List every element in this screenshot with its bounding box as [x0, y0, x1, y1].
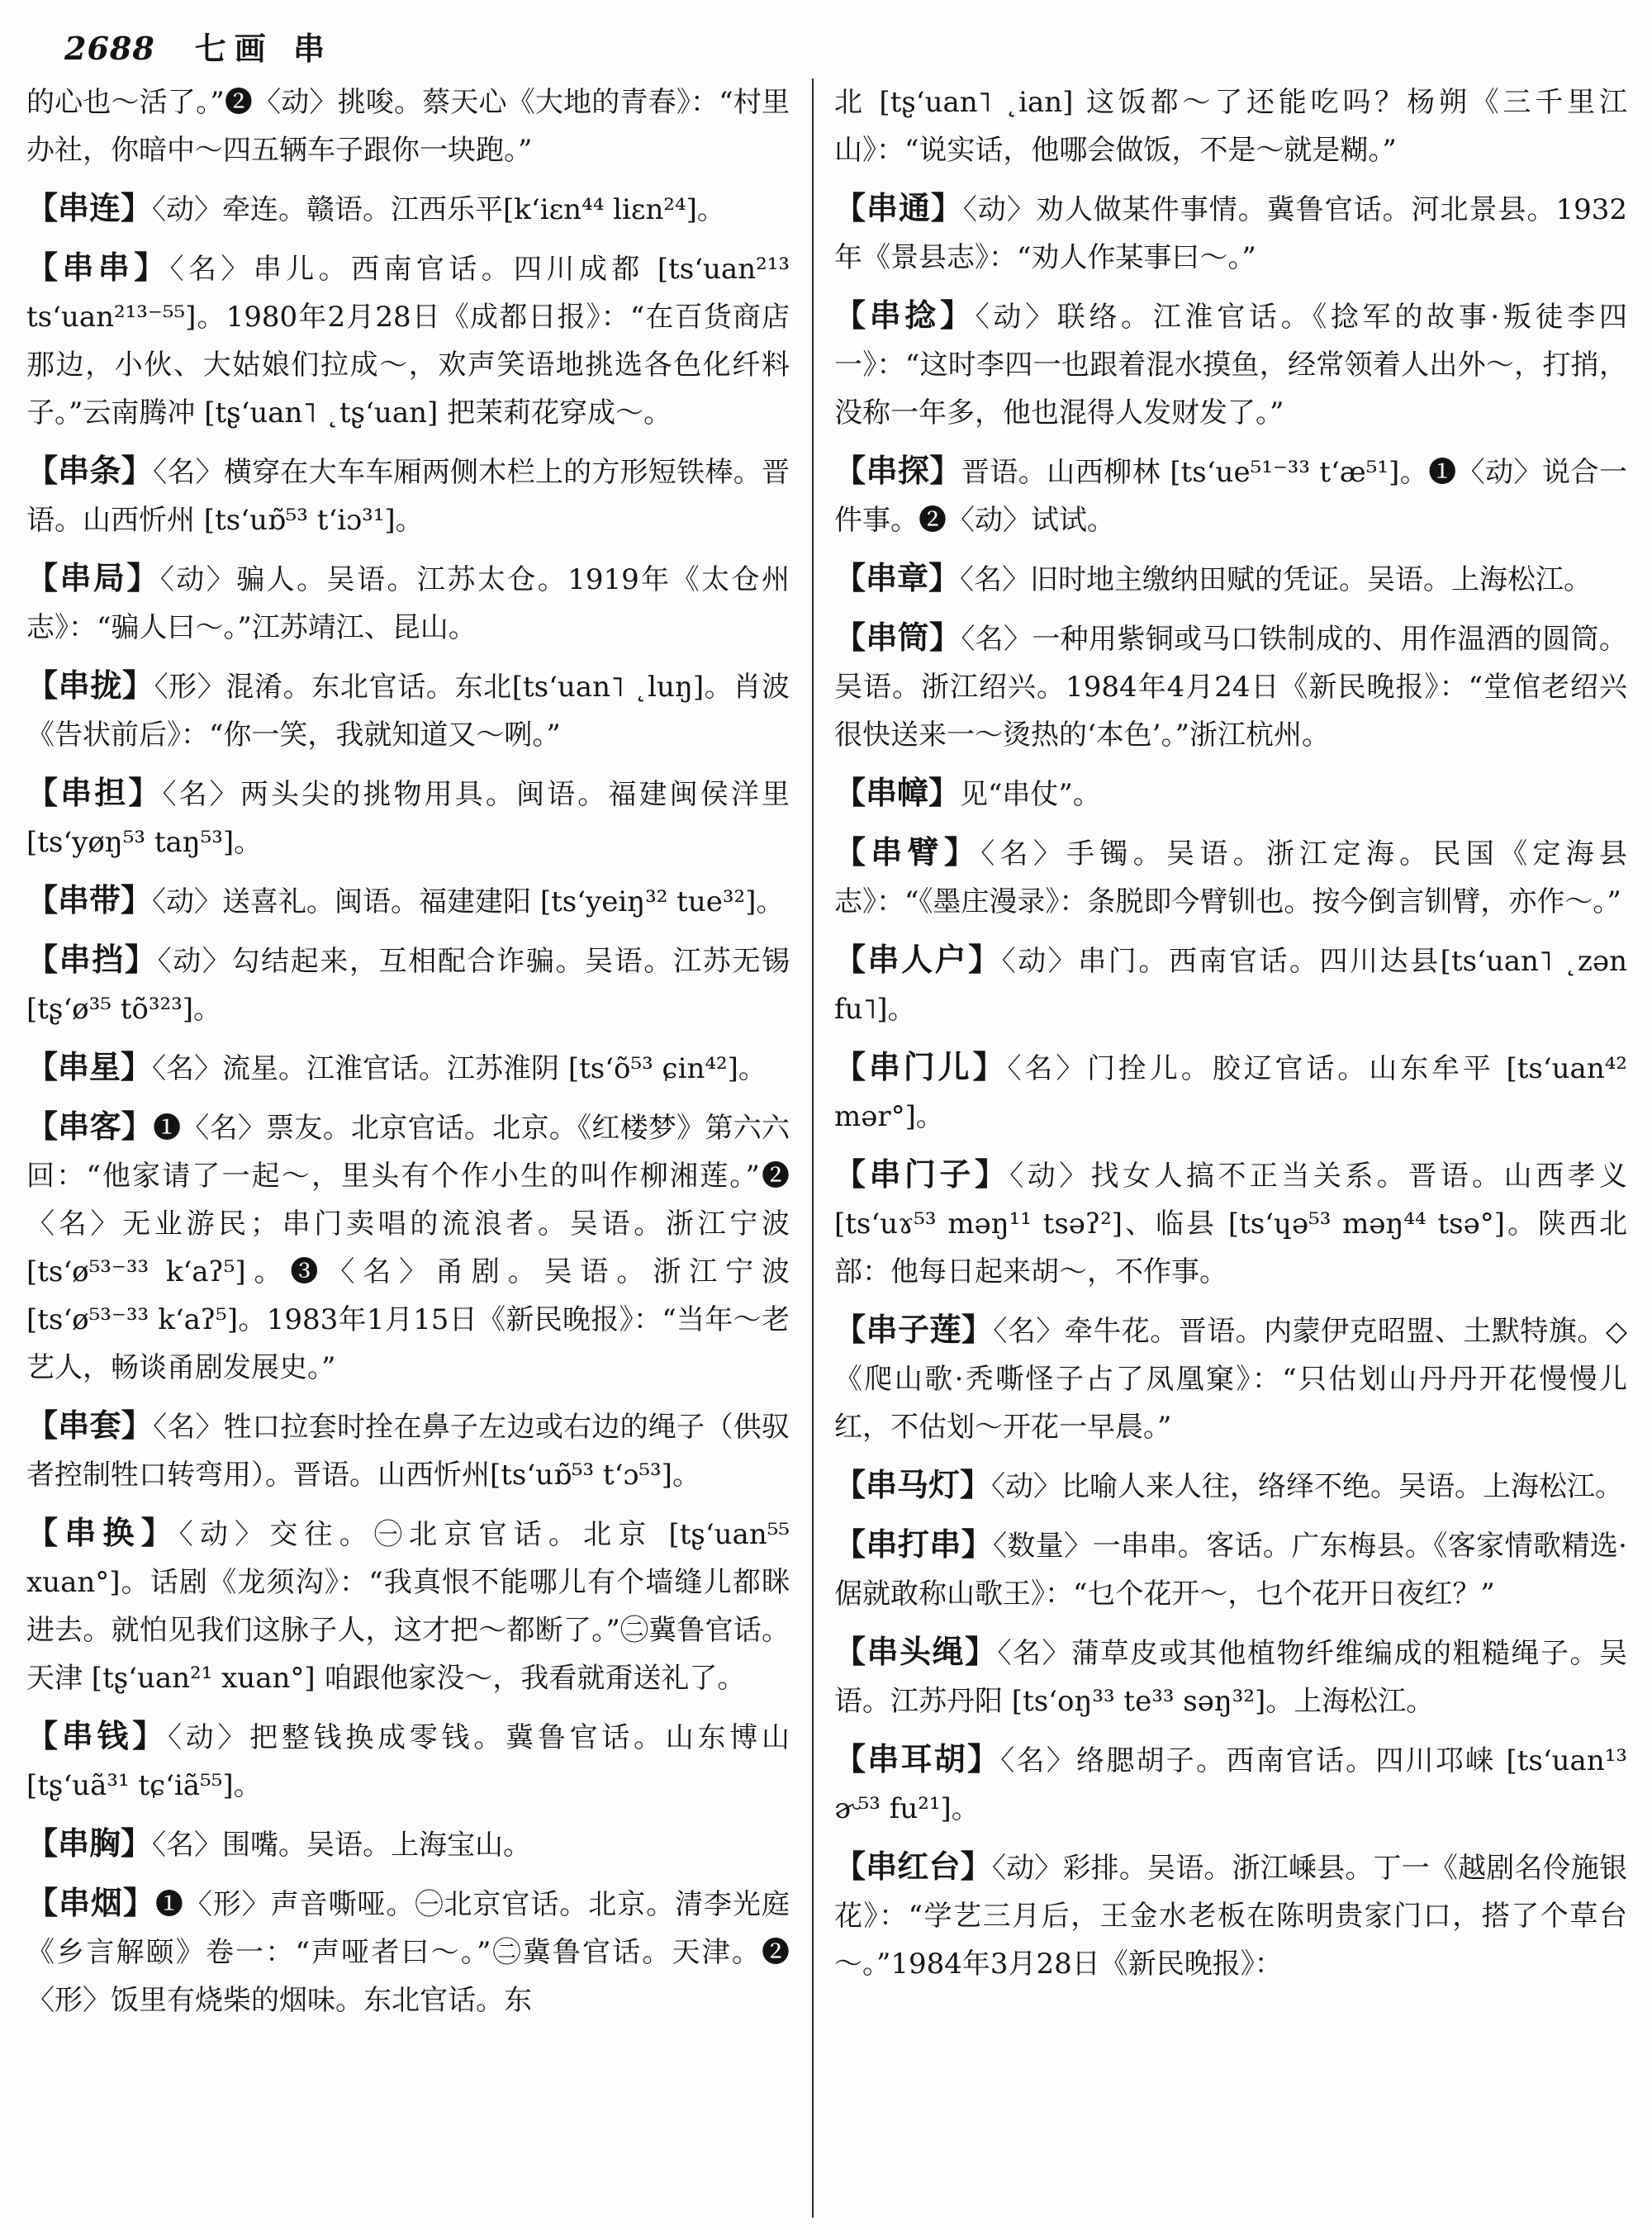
entry-headword: 【串子莲】: [834, 1311, 994, 1348]
entry-headword: 【串担】: [26, 774, 163, 811]
entry-headword: 【串臂】: [834, 833, 981, 871]
entry-text: 〈名〉蒲草皮或其他植物纤维编成的粗糙绳子。吴语。江苏丹阳 [ts‘oŋ³³ te³³ səŋ³²]。上海松江。: [834, 1637, 1627, 1718]
entry-text: 〈动〉把整钱换成零钱。冀鲁官话。山东博山 [tʂ‘uã³¹ tɕ‘iã⁵⁵]。: [26, 1721, 790, 1802]
dictionary-entry: [834, 1306, 1627, 1451]
dictionary-entry: [834, 936, 1627, 1033]
dictionary-entry: [834, 184, 1627, 282]
entry-headword: 【串烟】: [26, 1884, 155, 1921]
entry-text: 〈动〉牵连。赣语。江西乐平[k‘iɛn⁴⁴ liɛn²⁴]。: [152, 193, 725, 226]
dictionary-entry: [834, 1461, 1627, 1511]
entry-text: 北 [tʂ‘uan˥ ˛ian] 这饭都～了还能吃吗？杨朔《三千里江山》：“说实话，他哪会做饭，不是～就是糊。”: [834, 86, 1627, 167]
dictionary-entry: [26, 936, 790, 1033]
right-column: [834, 78, 1627, 2218]
entry-headword: 【串星】: [26, 1048, 153, 1085]
dictionary-entry: [26, 78, 790, 174]
entry-headword: 【串通】: [834, 189, 963, 226]
entry-text: 〈动〉找女人搞不正当关系。晋语。山西孝义 [ts‘uɤ⁵³ məŋ¹¹ tsəʔ²]、临县 [ts‘ɥə⁵³ məŋ⁴⁴ tsə°]。陕西北部：他每日起来胡～，不作事。: [834, 1160, 1627, 1288]
entry-text: 〈名〉一种用紫铜或马口铁制成的、用作温酒的圆筒。吴语。浙江绍兴。1984年4月24日《新民晚报》：“堂倌老绍兴很快送来一～烫热的‘本色’。”浙江杭州。: [834, 623, 1627, 752]
dictionary-entry: [26, 447, 790, 544]
dictionary-entry: [834, 1521, 1627, 1618]
dictionary-entry: [26, 662, 790, 759]
dictionary-entry: [834, 614, 1627, 759]
entry-text: 〈动〉联络。江淮官话。《捻军的故事·叛徒李四一》：“这时李四一也跟着混水摸鱼，经常领着人出外～，打捎，没称一年多，他也混得人发财发了。”: [834, 301, 1627, 429]
entry-text: 〈动〉比喻人来人往，络绎不绝。吴语。上海松江。: [991, 1470, 1624, 1503]
dictionary-entry: [834, 1628, 1627, 1725]
entry-headword: 【串捻】: [834, 297, 976, 334]
dictionary-entry: [834, 769, 1627, 818]
column-divider: [812, 78, 814, 2218]
entry-text: 〈形〉混淆。东北官话。东北[ts‘uan˥ ˛luŋ]。肖波《告状前后》：“你一笑，我就知道又～咧。”: [26, 671, 790, 752]
entry-text: 〈动〉交往。㊀北京官话。北京 [tʂ‘uan⁵⁵ xuan°]。话剧《龙须沟》：“我真恨不能哪儿有个墙缝儿都眯进去。就怕见我们这脉子人，这才把～都断了。”㊁冀鲁官话。天津 [tʂ‘uan²¹ xuan°] 咱跟他家没～，我看就甭送礼了。: [26, 1518, 790, 1695]
dictionary-entry: [26, 244, 790, 437]
dictionary-entry: [26, 184, 790, 234]
entry-text: 〈动〉骗人。吴语。江苏太仓。1919年《太仓州志》：“骗人曰～。”江苏靖江、昆山。: [26, 563, 790, 644]
entry-headword: 【串钱】: [26, 1717, 168, 1754]
entry-text: 〈数量〉一串串。客话。广东梅县。《客家情歌精选·倨就敢称山歌王》：“乜个花开～，乜个花开日夜红？”: [834, 1530, 1627, 1611]
section-title: 七画 串: [194, 30, 333, 67]
dictionary-entry: [26, 1820, 790, 1869]
dictionary-entry: [26, 1103, 790, 1392]
dictionary-entry: [834, 1151, 1627, 1296]
dictionary-entry: [834, 1843, 1627, 1988]
entry-text: 〈名〉手镯。吴语。浙江定海。民国《定海县志》：“《墨庄漫录》：条脱即今臂钏也。按今倒言钏臂，亦作～。”: [834, 837, 1627, 918]
entry-text: 〈名〉横穿在大车车厢两侧木栏上的方形短铁棒。晋语。山西忻州 [ts‘uɒ̃⁵³ t‘iɔ³¹]。: [26, 456, 790, 537]
entry-headword: 【串打串】: [834, 1525, 993, 1563]
entry-headword: 【串马灯】: [834, 1466, 992, 1503]
entry-text: 晋语。山西柳林 [ts‘ue⁵¹⁻³³ t‘æ⁵¹]。❶〈动〉说合一件事。❷〈动〉试试。: [834, 456, 1627, 537]
entry-text: 〈名〉串儿。西南官话。四川成都 [ts‘uan²¹³ ts‘uan²¹³⁻⁵⁵]。1980年2月28日《成都日报》：“在百货商店那边，小伙、大姑娘们拉成～，欢声笑语地挑选各色化纤料子。”云南腾冲 [tʂ‘uan˥ ˛tʂ‘uan] 把茉莉花穿成～。: [26, 253, 790, 429]
dictionary-entry: [26, 1043, 790, 1093]
dictionary-entry: [834, 447, 1627, 544]
dictionary-entry: [834, 828, 1627, 926]
entry-text: 见“串仗”。: [960, 778, 1101, 811]
dictionary-entry: [834, 78, 1627, 174]
entry-headword: 【串带】: [26, 881, 153, 918]
entry-headword: 【串门子】: [834, 1155, 1010, 1193]
entry-text: 〈动〉勾结起来，互相配合诈骗。吴语。江苏无锡 [tʂ‘ø³⁵ tõ³²³]。: [26, 945, 790, 1026]
left-column: [26, 78, 790, 2218]
entry-text: 〈动〉送喜礼。闽语。福建建阳 [ts‘yeiŋ³² tue³²]。: [152, 885, 785, 918]
entry-text: 〈名〉牲口拉套时拴在鼻子左边或右边的绳子（供驭者控制牲口转弯用）。晋语。山西忻州[ts‘uɒ̃⁵³ t‘ɔ⁵³]。: [26, 1411, 790, 1492]
entry-headword: 【串挡】: [26, 941, 158, 978]
entry-headword: 【串章】: [834, 559, 961, 596]
entry-headword: 【串换】: [26, 1514, 179, 1551]
entry-headword: 【串胸】: [26, 1824, 153, 1862]
page-number: 2688: [64, 30, 155, 67]
entry-headword: 【串幛】: [834, 774, 961, 811]
entry-headword: 【串红台】: [834, 1848, 992, 1885]
dictionary-entry: [26, 1712, 790, 1810]
entry-headword: 【串头绳】: [834, 1633, 998, 1670]
dictionary-entry: [26, 1879, 790, 2024]
entry-text: 〈动〉劝人做某件事情。冀鲁官话。河北景县。1932年《景县志》：“劝人作某事曰～。”: [834, 193, 1627, 274]
dictionary-entry: [26, 1402, 790, 1499]
entry-headword: 【串门儿】: [834, 1048, 1008, 1085]
entry-headword: 【串套】: [26, 1407, 154, 1444]
entry-text: ❶〈形〉声音嘶哑。㊀北京官话。北京。清李光庭《乡言解颐》卷一：“声哑者曰～。”㊁冀鲁官话。天津。❷〈形〉饭里有烧柴的烟味。东北官话。东: [26, 1888, 790, 2017]
entry-text: 〈名〉牵牛花。晋语。内蒙伊克昭盟、土默特旗。◇《爬山歌·秃嘶怪子占了凤凰窠》：“只估划山丹丹开花慢慢儿红，不估划～开花一早晨。”: [834, 1315, 1627, 1444]
dictionary-entry: [26, 1509, 790, 1702]
dictionary-entry: [834, 1735, 1627, 1833]
entry-headword: 【串耳胡】: [834, 1740, 1001, 1777]
dictionary-entry: [26, 554, 790, 652]
entry-headword: 【串局】: [26, 559, 160, 596]
dictionary-entry: [834, 554, 1627, 604]
entry-headword: 【串串】: [26, 249, 170, 286]
entry-headword: 【串筒】: [834, 619, 961, 656]
entry-headword: 【串条】: [26, 452, 154, 489]
entry-text: 〈名〉两头尖的挑物用具。闽语。福建闽侯洋里 [ts‘yøŋ⁵³ taŋ⁵³]。: [26, 778, 790, 859]
entry-text: 〈名〉流星。江淮官话。江苏淮阴 [ts‘õ⁵³ ɕin⁴²]。: [152, 1052, 767, 1085]
dictionary-entry: [834, 292, 1627, 437]
entry-headword: 【串探】: [834, 452, 961, 489]
entry-headword: 【串客】: [26, 1108, 154, 1145]
entry-text: 〈名〉络腮胡子。西南官话。四川邛崃 [ts‘uan¹³ ɚ⁵³ fu²¹]。: [834, 1744, 1627, 1825]
entry-text: 的心也～活了。”❷〈动〉挑唆。蔡天心《大地的青春》：“村里办社，你暗中～四五辆车子跟你一块跑。”: [26, 86, 790, 167]
dictionary-entry: [26, 769, 790, 866]
entry-text: 〈动〉彩排。吴语。浙江嵊县。丁一《越剧名伶施银花》：“学艺三月后，王金水老板在陈明贵家门口，搭了个草台～。”1984年3月28日《新民晚报》：: [834, 1852, 1627, 1981]
page-header: [64, 23, 1586, 73]
entry-text: 〈名〉旧时地主缴纳田赋的凭证。吴语。上海松江。: [960, 563, 1593, 596]
entry-headword: 【串连】: [26, 189, 153, 226]
entry-text: ❶〈名〉票友。北京官话。北京。《红楼梦》第六六回：“他家请了一起～，里头有个作小生的叫作柳湘莲。”❷〈名〉无业游民；串门卖唱的流浪者。吴语。浙江宁波 [ts‘ø⁵³⁻³³ k‘aʔ⁵]。❸〈名〉甬剧。吴语。浙江宁波 [ts‘ø⁵³⁻³³ k‘aʔ⁵]。1983年1月15日《新民晚报》：“当年～老艺人，畅谈甬剧发展史。”: [26, 1112, 790, 1384]
entry-text: 〈名〉门拴儿。胶辽官话。山东牟平 [ts‘uan⁴² mər°]。: [834, 1052, 1627, 1133]
entry-text: 〈名〉围嘴。吴语。上海宝山。: [152, 1829, 532, 1862]
entry-headword: 【串拢】: [26, 667, 154, 704]
dictionary-entry: [26, 876, 790, 926]
dictionary-entry: [834, 1043, 1627, 1141]
entry-text: 〈动〉串门。西南官话。四川达县[ts‘uan˥ ˛zən fu˥]。: [834, 945, 1627, 1026]
entry-headword: 【串人户】: [834, 941, 1002, 978]
